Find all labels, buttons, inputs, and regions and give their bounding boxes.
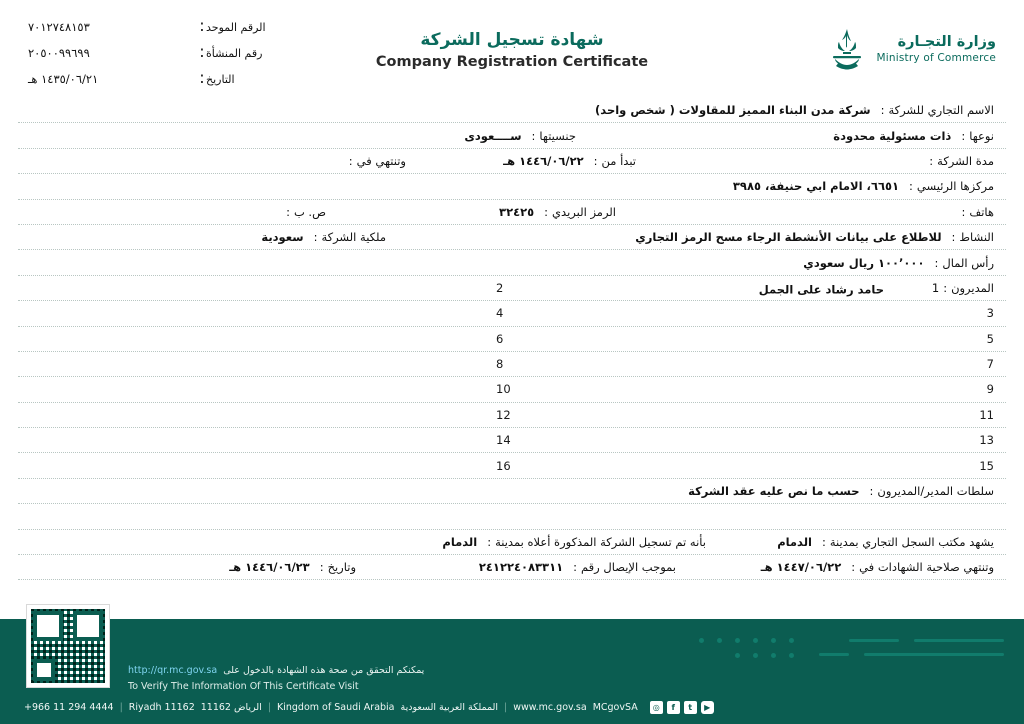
footer-separator: | [267,702,272,713]
label-headquarters: مركزها الرئيسي [916,179,994,194]
manager-index: 16 [496,458,511,473]
field-managers-row [18,377,1006,402]
field-managers-row [18,403,1006,428]
label-attestation-office: يشهد مكتب السجل التجاري بمدينة [829,534,994,549]
manager-index: 9 [986,382,994,397]
meta-colon: : [199,16,205,35]
instagram-icon[interactable]: ◎ [650,701,663,714]
meta-value-entity-number: ٢٠٥٠٠٩٩٦٩٩ [28,46,90,60]
label-nationality: جنسيتها [539,128,576,143]
field-activity-ownership: النشاط : للاطلاع على بيانات الأنشطة الرجاء مسح الرمز التجاري ملكية الشركة : سعودية [18,225,1006,250]
decorative-pattern [604,631,1024,701]
label-managers: المديرون [951,280,994,295]
field-company-name: الاسم التجاري للشركة : شركة مدن البناء المميز للمقاولات ( شخص واحد) [18,98,1006,123]
manager-index: 3 [986,306,994,321]
label-phone: هاتف [969,204,994,219]
footer-kingdom-en: Kingdom of Saudi Arabia [277,702,395,713]
value-nationality: ســــعودى [464,128,522,143]
manager-index: 6 [496,331,504,346]
label-duration: مدة الشركة [937,153,994,168]
meta-value-unified-number: ٧٠١٢٧٤٨١٥٣ [28,20,90,34]
value-start-date: ١٤٤٦/٠٦/٢٢ هـ [503,153,584,168]
label-authorities: سلطات المدير/المديرون [877,484,994,499]
value-receipt-number: ٢٤١٢٢٤٠٨٣٣١١ [478,560,564,575]
document-footer [0,619,1024,724]
value-type: ذات مسئولية محدودة [833,128,952,143]
verify-english-line [128,681,359,692]
facebook-icon[interactable]: f [667,701,680,714]
label-po-box: ص. ب [293,204,326,219]
label-start-date: تبدأ من [601,153,636,168]
verify-arabic-line [128,665,424,676]
field-attestation: يشهد مكتب السجل التجاري بمدينة : الدمام بأنه تم تسجيل الشركة المذكورة أعلاه بمدينة : الدمام [18,530,1006,555]
field-contact: هاتف : الرمز البريدي : ٣٢٤٢٥ ص. ب : [18,200,1006,225]
verify-url[interactable]: http://qr.mc.gov.sa [128,665,218,676]
manager-index-2: 2 [496,280,504,295]
meta-label-date: التاريخ [206,73,235,86]
value-ownership: سعودية [261,230,304,245]
footer-website[interactable]: www.mc.gov.sa [513,702,587,713]
value-expiry: ١٤٤٧/٠٦/٢٢ هـ [760,560,842,575]
title-arabic: شهادة تسجيل الشركة [420,30,604,50]
manager-index: 11 [979,407,994,422]
ministry-logo [827,26,996,72]
document-header [0,0,1024,92]
manager-index: 15 [979,458,994,473]
field-headquarters: مركزها الرئيسي : ٦٦٥١، الامام ابي حنيفة، ٣٩٨٥ [18,174,1006,199]
manager-index: 10 [496,382,511,397]
qr-code[interactable] [26,604,110,688]
qr-code-image [31,609,105,683]
value-manager-1: حامد رشاد على الجمل [758,282,884,297]
meta-label-unified-number: الرقم الموحد [206,21,266,34]
spacer-row [18,504,1006,529]
verify-text-arabic: يمكنكم التحقق من صحة هذه الشهادة بالدخول على [223,665,425,676]
field-managers-row-1: المديرون : 1 حامد رشاد على الجمل 2 [18,276,1006,301]
value-receipt-date: ١٤٤٦/٠٦/٢٣ هـ [229,560,310,575]
label-ownership: ملكية الشركة [321,230,386,245]
value-capital: ١٠٠٬٠٠٠ ريال سعودي [803,255,925,270]
field-managers-row [18,453,1006,478]
label-receipt-number: بموجب الإيصال رقم [581,560,676,575]
footer-phone: +966 11 294 4444 [24,702,114,713]
field-capital: رأس المال : ١٠٠٬٠٠٠ ريال سعودي [18,250,1006,275]
label-expiry: وتنتهي صلاحية الشهادات في [859,560,994,575]
meta-row [22,68,292,87]
value-postal-code: ٣٢٤٢٥ [499,204,535,219]
footer-riyadh-ar: الرياض 11162 [200,702,262,713]
youtube-icon[interactable]: ▶ [701,701,714,714]
manager-index: 8 [496,357,504,372]
footer-separator: | [504,702,508,713]
label-end-date: وتنتهي في [356,153,406,168]
saudi-emblem-icon [827,26,867,72]
manager-index: 4 [496,306,504,321]
field-managers-row [18,352,1006,377]
value-attestation-city-2: الدمام [442,534,478,549]
title-english: Company Registration Certificate [375,54,649,70]
certificate-fields [18,98,1006,619]
manager-index: 13 [979,433,994,448]
value-authorities: حسب ما نص عليه عقد الشركة [688,484,860,499]
ministry-name-english: Ministry of Commerce [876,51,996,64]
meta-value-date: ١٤٣٥/٠٦/٢١ هـ [28,72,99,86]
footer-handle: MCgovSA [592,702,638,713]
field-manager-authorities: سلطات المدير/المديرون : حسب ما نص عليه عقد الشركة [18,479,1006,504]
label-postal-code: الرمز البريدي [552,204,616,219]
label-capital: رأس المال [942,255,994,270]
field-type-nationality: نوعها : ذات مسئولية محدودة جنسيتها : ســــعودى [18,123,1006,148]
label-receipt-date: وتاريخ [327,560,356,575]
field-managers-row [18,327,1006,352]
value-company-name: شركة مدن البناء المميز للمقاولات ( شخص واحد) [595,103,871,118]
label-activity: النشاط [959,230,994,245]
twitter-icon[interactable]: t [684,701,697,714]
value-activity: للاطلاع على بيانات الأنشطة الرجاء مسح الرمز التجاري [635,230,942,245]
ministry-name-arabic: وزارة التجـارة [897,34,996,51]
verify-text-english: To Verify The Information Of This Certificate Visit [128,681,359,692]
value-headquarters: ٦٦٥١، الامام ابي حنيفة، ٣٩٨٥ [732,179,900,194]
manager-index: 12 [496,407,511,422]
manager-index-1: 1 [931,280,940,295]
label-type: نوعها [969,128,994,143]
meta-colon: : [199,42,205,61]
meta-label-entity-number: رقم المنشأة [206,47,263,60]
label-company-name: الاسم التجاري للشركة [888,103,994,118]
field-duration: مدة الشركة : تبدأ من : ١٤٤٦/٠٦/٢٢ هـ وتنتهي في : [18,149,1006,174]
field-expiry-receipt: وتنتهي صلاحية الشهادات في : ١٤٤٧/٠٦/٢٢ هـ بموجب الإيصال رقم : ٢٤١٢٢٤٠٨٣٣١١ وتاريخ : ١٤٤٦/٠٦/٢٣ هـ [18,555,1006,580]
footer-separator: | [119,702,123,713]
field-managers-row [18,428,1006,453]
meta-colon: : [199,68,205,87]
footer-kingdom-ar: المملكة العربية السعودية [400,702,498,713]
manager-index: 7 [986,357,994,372]
social-icons [650,701,714,714]
manager-index: 5 [986,331,994,346]
manager-index: 14 [496,433,511,448]
label-attestation-registered: بأنه تم تسجيل الشركة المذكورة أعلاه بمدينة [495,534,706,549]
ministry-logo-text [877,33,996,64]
value-attestation-city: الدمام [777,534,812,549]
footer-riyadh-en: Riyadh 11162 [128,702,195,713]
field-managers-row [18,301,1006,326]
footer-contact-strip [0,701,1024,714]
